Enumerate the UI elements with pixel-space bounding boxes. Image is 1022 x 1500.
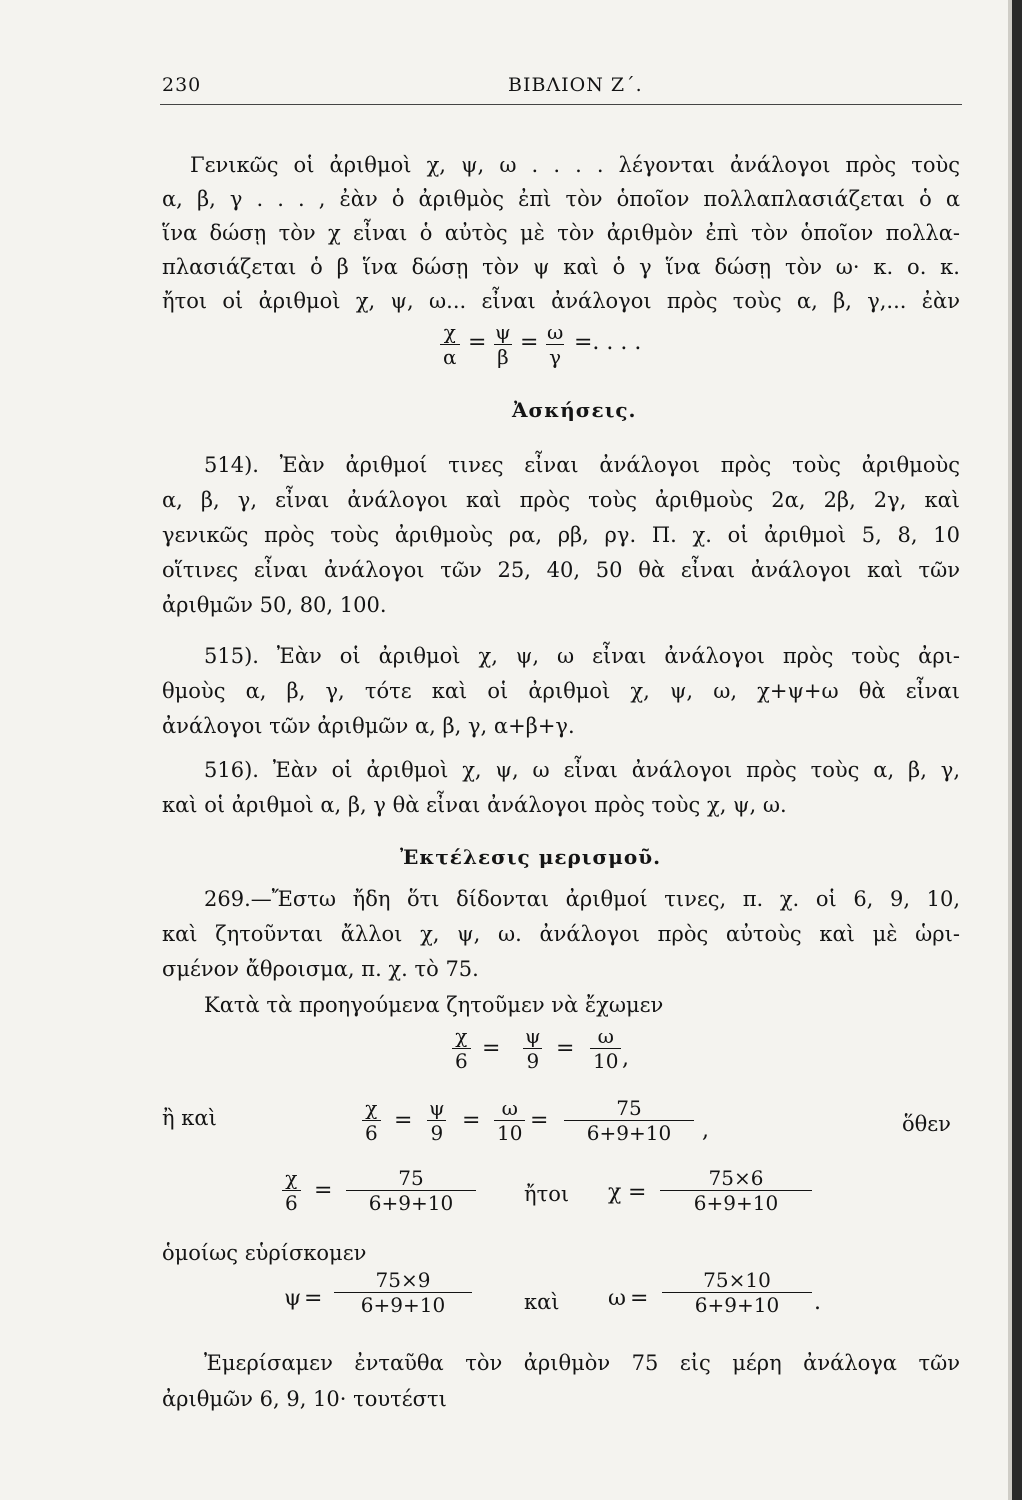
equals-sign: = (530, 1108, 549, 1133)
para-line-3: σμένον ἄθροισμα, π. χ. τὸ 75. (162, 957, 479, 981)
eq3-frac-sum: $\frac{75}{6+9+10}$ (346, 1166, 476, 1215)
eq4-tail: . (814, 1290, 821, 1315)
page-number: 230 (162, 74, 202, 96)
eq2-frac-sum: $\frac{75}{6+9+10}$ (564, 1096, 694, 1145)
intro-line-2: α, β, γ . . . , ἐὰν ὁ ἀριθμὸς ἐπὶ τὸν ὁποῖον πολλαπλασιάζεται ὁ α (162, 187, 960, 211)
intro-line-1: Γενικῶς οἱ ἀριθμοὶ χ, ψ, ω . . . . λέγονται ἀνάλογοι πρὸς τοὺς (190, 153, 960, 177)
para-line-2: καὶ ζητοῦνται ἄλλοι χ, ψ, ω. ἀνάλογοι πρὸς αὐτοὺς καὶ μὲ ὡρι- (162, 922, 960, 946)
equals-sign: = (394, 1108, 413, 1133)
intro-frac-3: $\frac{\omega}{\gamma}$ (547, 320, 564, 369)
equation-tail: =. . . . (574, 330, 642, 355)
ex514-line-3: γενικῶς πρὸς τοὺς ἀριθμοὺς ρα, ρβ, ργ. Π. χ. οἱ ἀριθμοὶ 5, 8, 10 (162, 523, 960, 547)
equals-sign: = (482, 1036, 501, 1061)
equals-sign: = (628, 1180, 647, 1205)
ex516-line-2: καὶ οἱ ἀριθμοὶ α, β, γ θὰ εἶναι ἀνάλογοι πρὸς τοὺς χ, ψ, ω. (162, 793, 787, 817)
equals-sign: = (304, 1286, 323, 1311)
eq4-frac-psi: $\frac{75\times 9}{6+9+10}$ (334, 1268, 472, 1317)
equals-sign: = (556, 1036, 575, 1061)
eq1-frac-omega: $\frac{\omega}{10}$ (590, 1024, 621, 1073)
ex515-line-3: ἀνάλογοι τῶν ἀριθμῶν α, β, γ, α+β+γ. (162, 714, 575, 738)
closing-line-1: Ἐμερίσαμεν ἐνταῦθα τὸν ἀριθμὸν 75 εἰς μέρη ἀνάλογα τῶν (204, 1351, 960, 1375)
eq1-frac-x: $\frac{\chi}{6}$ (452, 1024, 471, 1073)
eq2-right-label: ὅθεν (902, 1112, 951, 1136)
equals-sign: = (314, 1178, 333, 1203)
equals-sign: = (520, 330, 539, 355)
eq3-frac-result: $\frac{75\times 6}{6+9+10}$ (660, 1166, 812, 1215)
ex514-line-4: οἵτινες εἶναι ἀνάλογοι τῶν 25, 40, 50 θὰ εἶναι ἀνάλογοι καὶ τῶν (162, 558, 960, 582)
eq4-omega: ω (608, 1286, 626, 1311)
similarly-line: ὁμοίως εὑρίσκομεν (162, 1241, 367, 1265)
equals-sign: = (630, 1286, 649, 1311)
eq4-and: καὶ (524, 1290, 560, 1314)
ex514-line-5: ἀριθμῶν 50, 80, 100. (162, 593, 387, 617)
eq2-frac-psi: $\frac{\psi}{9}$ (429, 1096, 445, 1145)
ex515-line-1: 515). Ἐὰν οἱ ἀριθμοὶ χ, ψ, ω εἶναι ἀνάλογοι πρὸς τοὺς ἀρι- (204, 644, 960, 668)
closing-line-2: ἀριθμῶν 6, 9, 10· τουτέστι (162, 1387, 447, 1411)
intro-line-3: ἵνα δώσῃ τὸν χ εἶναι ὁ αὐτὸς μὲ τὸν ἀριθμὸν ἐπὶ τὸν ὁποῖον πολλα- (162, 221, 960, 245)
intro-frac-1: $\frac{\chi}{\alpha}$ (440, 320, 460, 369)
exercises-heading: Ἀσκήσεις. (512, 398, 637, 422)
page-edge-shadow (1008, 0, 1012, 1500)
eq3-frac-x: $\frac{\chi}{6}$ (282, 1166, 301, 1215)
eq2-tail: , (702, 1118, 709, 1143)
eq2-label: ἢ καὶ (162, 1106, 217, 1130)
header-rule (160, 104, 962, 105)
ex514-line-1: 514). Ἐὰν ἀριθμοί τινες εἶναι ἀνάλογοι πρὸς τοὺς ἀριθμοὺς (204, 453, 960, 477)
equals-sign: = (462, 1108, 481, 1133)
section-heading: Ἐκτέλεσις μερισμοῦ. (400, 845, 662, 869)
eq2-frac-x: $\frac{\chi}{6}$ (362, 1096, 381, 1145)
ex514-line-2: α, β, γ, εἶναι ἀνάλογοι καὶ πρὸς τοὺς ἀριθμοὺς 2α, 2β, 2γ, καὶ (162, 488, 960, 512)
lead-line: Κατὰ τὰ προηγούμενα ζητοῦμεν νὰ ἔχωμεν (204, 993, 664, 1017)
intro-line-5: ἤτοι οἱ ἀριθμοὶ χ, ψ, ω... εἶναι ἀνάλογοι πρὸς τοὺς α, β, γ,... ἐὰν (162, 289, 960, 313)
eq1-frac-psi: $\frac{\psi}{9}$ (525, 1024, 541, 1073)
intro-frac-2: $\frac{\psi}{\beta}$ (495, 320, 511, 369)
para-line-1: 269.—Ἔστω ἤδη ὅτι δίδονται ἀριθμοί τινες, π. χ. οἱ 6, 9, 10, (204, 887, 960, 911)
eq4-frac-omega: $\frac{75\times 10}{6+9+10}$ (662, 1268, 812, 1317)
equals-sign: = (468, 330, 487, 355)
eq4-psi: ψ (284, 1286, 302, 1311)
eq2-frac-omega: $\frac{\omega}{10}$ (494, 1096, 525, 1145)
eq1-tail: , (622, 1046, 629, 1071)
eq3-mid-label: ἤτοι (524, 1182, 570, 1206)
eq3-x: χ (608, 1180, 622, 1205)
ex516-line-1: 516). Ἐὰν οἱ ἀριθμοὶ χ, ψ, ω εἶναι ἀνάλογοι πρὸς τοὺς α, β, γ, (204, 758, 960, 782)
ex515-line-2: θμοὺς α, β, γ, τότε καὶ οἱ ἀριθμοὶ χ, ψ, ω, χ+ψ+ω θὰ εἶναι (162, 679, 960, 703)
intro-line-4: πλασιάζεται ὁ β ἵνα δώσῃ τὸν ψ καὶ ὁ γ ἵνα δώσῃ τὸν ω· κ. ο. κ. (162, 255, 960, 279)
book-spine-edge (1012, 0, 1022, 1500)
running-title: ΒΙΒΛΙΟΝ Ζ΄. (508, 74, 643, 96)
